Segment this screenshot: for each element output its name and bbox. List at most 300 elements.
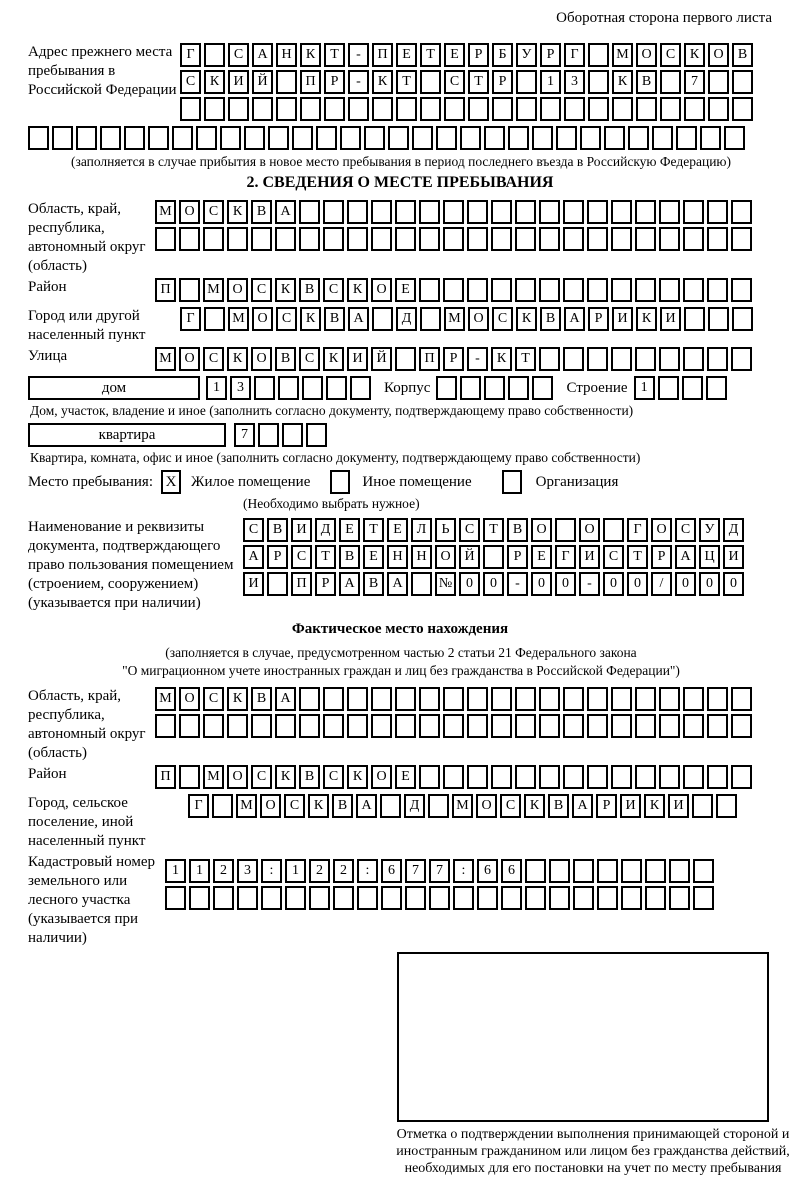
char-cell[interactable]: [380, 794, 401, 818]
char-cell[interactable]: 7: [405, 859, 426, 883]
char-cell[interactable]: М: [612, 43, 633, 67]
char-cell[interactable]: [707, 765, 728, 789]
char-cell[interactable]: 7: [429, 859, 450, 883]
char-cell[interactable]: -: [348, 70, 369, 94]
char-cell[interactable]: В: [363, 572, 384, 596]
char-cell[interactable]: [540, 97, 561, 121]
char-cell[interactable]: Г: [555, 545, 576, 569]
char-cell[interactable]: В: [548, 794, 569, 818]
char-cell[interactable]: Г: [180, 307, 201, 331]
char-cell[interactable]: [683, 227, 704, 251]
char-cell[interactable]: [306, 423, 327, 447]
char-cell[interactable]: Ь: [435, 518, 456, 542]
char-cell[interactable]: 2: [213, 859, 234, 883]
checkbox-residential[interactable]: X: [161, 470, 181, 494]
char-cell[interactable]: Е: [363, 545, 384, 569]
char-cell[interactable]: О: [227, 765, 248, 789]
char-cell[interactable]: [539, 347, 560, 371]
char-cell[interactable]: [443, 714, 464, 738]
char-cell[interactable]: [652, 126, 673, 150]
char-cell[interactable]: №: [435, 572, 456, 596]
char-cell[interactable]: [525, 886, 546, 910]
char-cell[interactable]: [659, 687, 680, 711]
char-cell[interactable]: [683, 347, 704, 371]
char-cell[interactable]: [388, 126, 409, 150]
char-cell[interactable]: [597, 859, 618, 883]
char-cell[interactable]: -: [348, 43, 369, 67]
char-cell[interactable]: [692, 794, 713, 818]
char-cell[interactable]: [645, 886, 666, 910]
char-cell[interactable]: С: [660, 43, 681, 67]
char-cell[interactable]: К: [275, 278, 296, 302]
char-cell[interactable]: [436, 126, 457, 150]
char-cell[interactable]: С: [500, 794, 521, 818]
char-cell[interactable]: Е: [444, 43, 465, 67]
char-cell[interactable]: [419, 227, 440, 251]
char-cell[interactable]: Р: [492, 70, 513, 94]
char-cell[interactable]: М: [155, 347, 176, 371]
char-cell[interactable]: О: [636, 43, 657, 67]
char-cell[interactable]: [587, 227, 608, 251]
char-cell[interactable]: [597, 886, 618, 910]
char-cell[interactable]: 0: [699, 572, 720, 596]
char-cell[interactable]: [676, 126, 697, 150]
char-cell[interactable]: [731, 278, 752, 302]
char-cell[interactable]: [28, 126, 49, 150]
char-cell[interactable]: А: [243, 545, 264, 569]
char-cell[interactable]: [411, 572, 432, 596]
char-cell[interactable]: [326, 376, 347, 400]
street-row[interactable]: [155, 347, 755, 371]
char-cell[interactable]: [323, 227, 344, 251]
char-cell[interactable]: [124, 126, 145, 150]
char-cell[interactable]: С: [675, 518, 696, 542]
char-cell[interactable]: [515, 278, 536, 302]
actual-district-row[interactable]: [155, 765, 755, 789]
char-cell[interactable]: [573, 886, 594, 910]
char-cell[interactable]: К: [323, 347, 344, 371]
char-cell[interactable]: [635, 227, 656, 251]
char-cell[interactable]: [501, 886, 522, 910]
char-cell[interactable]: [372, 97, 393, 121]
char-cell[interactable]: [460, 126, 481, 150]
char-cell[interactable]: 1: [285, 859, 306, 883]
char-cell[interactable]: [443, 227, 464, 251]
char-cell[interactable]: [444, 97, 465, 121]
char-cell[interactable]: И: [723, 545, 744, 569]
char-cell[interactable]: Н: [411, 545, 432, 569]
char-cell[interactable]: Т: [468, 70, 489, 94]
char-cell[interactable]: С: [203, 687, 224, 711]
char-cell[interactable]: [491, 765, 512, 789]
char-cell[interactable]: К: [516, 307, 537, 331]
char-cell[interactable]: 2: [333, 859, 354, 883]
char-cell[interactable]: [443, 278, 464, 302]
char-cell[interactable]: [268, 126, 289, 150]
korpus-cells[interactable]: [436, 376, 556, 400]
char-cell[interactable]: [251, 714, 272, 738]
cadastral-row-2[interactable]: [165, 886, 717, 910]
char-cell[interactable]: Д: [404, 794, 425, 818]
char-cell[interactable]: [261, 886, 282, 910]
char-cell[interactable]: П: [155, 278, 176, 302]
char-cell[interactable]: Н: [276, 43, 297, 67]
char-cell[interactable]: [563, 200, 584, 224]
char-cell[interactable]: [708, 307, 729, 331]
char-cell[interactable]: 6: [501, 859, 522, 883]
char-cell[interactable]: О: [435, 545, 456, 569]
char-cell[interactable]: [419, 765, 440, 789]
char-cell[interactable]: [539, 227, 560, 251]
char-cell[interactable]: [492, 97, 513, 121]
char-cell[interactable]: [659, 765, 680, 789]
char-cell[interactable]: [563, 347, 584, 371]
char-cell[interactable]: [155, 714, 176, 738]
char-cell[interactable]: [604, 126, 625, 150]
char-cell[interactable]: [707, 687, 728, 711]
char-cell[interactable]: [683, 714, 704, 738]
char-cell[interactable]: [148, 126, 169, 150]
char-cell[interactable]: [179, 714, 200, 738]
char-cell[interactable]: 3: [564, 70, 585, 94]
char-cell[interactable]: [508, 126, 529, 150]
char-cell[interactable]: [347, 200, 368, 224]
char-cell[interactable]: С: [203, 347, 224, 371]
char-cell[interactable]: [251, 227, 272, 251]
actual-region-row-1[interactable]: [155, 687, 755, 711]
char-cell[interactable]: М: [236, 794, 257, 818]
char-cell[interactable]: К: [227, 687, 248, 711]
char-cell[interactable]: [700, 126, 721, 150]
char-cell[interactable]: А: [275, 687, 296, 711]
char-cell[interactable]: [299, 714, 320, 738]
char-cell[interactable]: И: [243, 572, 264, 596]
house-number-cells[interactable]: [206, 376, 374, 400]
char-cell[interactable]: [350, 376, 371, 400]
char-cell[interactable]: О: [708, 43, 729, 67]
char-cell[interactable]: [516, 97, 537, 121]
char-cell[interactable]: Й: [252, 70, 273, 94]
char-cell[interactable]: [405, 886, 426, 910]
char-cell[interactable]: В: [251, 200, 272, 224]
char-cell[interactable]: А: [356, 794, 377, 818]
char-cell[interactable]: Ц: [699, 545, 720, 569]
char-cell[interactable]: А: [348, 307, 369, 331]
char-cell[interactable]: [292, 126, 313, 150]
char-cell[interactable]: 7: [234, 423, 255, 447]
char-cell[interactable]: [669, 859, 690, 883]
char-cell[interactable]: [659, 278, 680, 302]
char-cell[interactable]: С: [323, 765, 344, 789]
char-cell[interactable]: М: [155, 687, 176, 711]
char-cell[interactable]: С: [444, 70, 465, 94]
char-cell[interactable]: П: [372, 43, 393, 67]
char-cell[interactable]: -: [579, 572, 600, 596]
char-cell[interactable]: Р: [507, 545, 528, 569]
char-cell[interactable]: М: [228, 307, 249, 331]
char-cell[interactable]: [429, 886, 450, 910]
char-cell[interactable]: -: [467, 347, 488, 371]
char-cell[interactable]: [515, 200, 536, 224]
char-cell[interactable]: С: [180, 70, 201, 94]
char-cell[interactable]: О: [468, 307, 489, 331]
char-cell[interactable]: [436, 376, 457, 400]
char-cell[interactable]: М: [155, 200, 176, 224]
char-cell[interactable]: В: [251, 687, 272, 711]
char-cell[interactable]: [204, 43, 225, 67]
char-cell[interactable]: У: [699, 518, 720, 542]
char-cell[interactable]: С: [276, 307, 297, 331]
char-cell[interactable]: М: [444, 307, 465, 331]
char-cell[interactable]: К: [491, 347, 512, 371]
char-cell[interactable]: Л: [411, 518, 432, 542]
char-cell[interactable]: [525, 859, 546, 883]
char-cell[interactable]: Н: [387, 545, 408, 569]
char-cell[interactable]: [532, 126, 553, 150]
char-cell[interactable]: А: [675, 545, 696, 569]
char-cell[interactable]: И: [668, 794, 689, 818]
char-cell[interactable]: С: [284, 794, 305, 818]
char-cell[interactable]: [539, 278, 560, 302]
char-cell[interactable]: Р: [468, 43, 489, 67]
char-cell[interactable]: Е: [531, 545, 552, 569]
char-cell[interactable]: [316, 126, 337, 150]
char-cell[interactable]: [420, 307, 441, 331]
char-cell[interactable]: [621, 886, 642, 910]
char-cell[interactable]: [212, 794, 233, 818]
char-cell[interactable]: 0: [675, 572, 696, 596]
char-cell[interactable]: [683, 200, 704, 224]
char-cell[interactable]: [660, 70, 681, 94]
char-cell[interactable]: [172, 126, 193, 150]
char-cell[interactable]: Б: [492, 43, 513, 67]
char-cell[interactable]: [155, 227, 176, 251]
char-cell[interactable]: [395, 200, 416, 224]
char-cell[interactable]: 0: [555, 572, 576, 596]
char-cell[interactable]: [203, 227, 224, 251]
char-cell[interactable]: 1: [540, 70, 561, 94]
char-cell[interactable]: Г: [627, 518, 648, 542]
char-cell[interactable]: Т: [396, 70, 417, 94]
char-cell[interactable]: [347, 687, 368, 711]
char-cell[interactable]: 1: [206, 376, 227, 400]
char-cell[interactable]: [611, 687, 632, 711]
char-cell[interactable]: И: [579, 545, 600, 569]
checkbox-other-premises[interactable]: [330, 470, 350, 494]
char-cell[interactable]: О: [227, 278, 248, 302]
char-cell[interactable]: [420, 70, 441, 94]
char-cell[interactable]: К: [524, 794, 545, 818]
char-cell[interactable]: [731, 227, 752, 251]
char-cell[interactable]: Д: [396, 307, 417, 331]
apartment-type-box[interactable]: квартира: [28, 423, 226, 447]
char-cell[interactable]: [252, 97, 273, 121]
char-cell[interactable]: [484, 126, 505, 150]
char-cell[interactable]: [707, 227, 728, 251]
char-cell[interactable]: [483, 545, 504, 569]
char-cell[interactable]: [587, 200, 608, 224]
char-cell[interactable]: Е: [387, 518, 408, 542]
char-cell[interactable]: Р: [443, 347, 464, 371]
char-cell[interactable]: [683, 278, 704, 302]
char-cell[interactable]: В: [299, 765, 320, 789]
char-cell[interactable]: Т: [515, 347, 536, 371]
char-cell[interactable]: [732, 70, 753, 94]
char-cell[interactable]: [179, 278, 200, 302]
char-cell[interactable]: [508, 376, 529, 400]
previous-address-row-1[interactable]: [180, 43, 756, 67]
char-cell[interactable]: [467, 200, 488, 224]
char-cell[interactable]: [659, 714, 680, 738]
char-cell[interactable]: К: [300, 43, 321, 67]
char-cell[interactable]: А: [564, 307, 585, 331]
char-cell[interactable]: [635, 714, 656, 738]
char-cell[interactable]: [724, 126, 745, 150]
char-cell[interactable]: [658, 376, 679, 400]
char-cell[interactable]: [340, 126, 361, 150]
char-cell[interactable]: [467, 227, 488, 251]
char-cell[interactable]: [453, 886, 474, 910]
char-cell[interactable]: И: [620, 794, 641, 818]
char-cell[interactable]: [371, 714, 392, 738]
char-cell[interactable]: [588, 70, 609, 94]
cadastral-row-1[interactable]: [165, 859, 717, 883]
char-cell[interactable]: [587, 347, 608, 371]
previous-address-row-2[interactable]: [180, 70, 756, 94]
char-cell[interactable]: О: [179, 687, 200, 711]
document-row-2[interactable]: [243, 545, 747, 569]
char-cell[interactable]: [395, 227, 416, 251]
char-cell[interactable]: [467, 714, 488, 738]
char-cell[interactable]: К: [684, 43, 705, 67]
char-cell[interactable]: Д: [723, 518, 744, 542]
char-cell[interactable]: [179, 227, 200, 251]
char-cell[interactable]: [684, 97, 705, 121]
apartment-number-cells[interactable]: [234, 423, 330, 447]
char-cell[interactable]: [258, 423, 279, 447]
char-cell[interactable]: [588, 43, 609, 67]
char-cell[interactable]: Р: [540, 43, 561, 67]
char-cell[interactable]: [395, 347, 416, 371]
char-cell[interactable]: [539, 714, 560, 738]
district-row[interactable]: [155, 278, 755, 302]
char-cell[interactable]: [420, 97, 441, 121]
char-cell[interactable]: [684, 307, 705, 331]
char-cell[interactable]: С: [323, 278, 344, 302]
char-cell[interactable]: [659, 200, 680, 224]
char-cell[interactable]: [460, 376, 481, 400]
checkbox-organization[interactable]: [502, 470, 522, 494]
char-cell[interactable]: [580, 126, 601, 150]
char-cell[interactable]: [395, 687, 416, 711]
char-cell[interactable]: [299, 200, 320, 224]
char-cell[interactable]: П: [155, 765, 176, 789]
char-cell[interactable]: 2: [309, 859, 330, 883]
char-cell[interactable]: [563, 765, 584, 789]
char-cell[interactable]: Т: [483, 518, 504, 542]
char-cell[interactable]: [532, 376, 553, 400]
char-cell[interactable]: Р: [324, 70, 345, 94]
char-cell[interactable]: [563, 687, 584, 711]
char-cell[interactable]: [299, 687, 320, 711]
char-cell[interactable]: О: [651, 518, 672, 542]
char-cell[interactable]: [419, 200, 440, 224]
char-cell[interactable]: С: [299, 347, 320, 371]
region-row-1[interactable]: [155, 200, 755, 224]
char-cell[interactable]: К: [636, 307, 657, 331]
char-cell[interactable]: [244, 126, 265, 150]
char-cell[interactable]: О: [179, 347, 200, 371]
char-cell[interactable]: В: [732, 43, 753, 67]
city-row[interactable]: [180, 307, 756, 331]
char-cell[interactable]: [278, 376, 299, 400]
char-cell[interactable]: Г: [188, 794, 209, 818]
char-cell[interactable]: [267, 572, 288, 596]
char-cell[interactable]: О: [260, 794, 281, 818]
char-cell[interactable]: [573, 859, 594, 883]
char-cell[interactable]: [300, 97, 321, 121]
char-cell[interactable]: Е: [339, 518, 360, 542]
char-cell[interactable]: Г: [564, 43, 585, 67]
char-cell[interactable]: [179, 765, 200, 789]
char-cell[interactable]: [204, 97, 225, 121]
char-cell[interactable]: -: [507, 572, 528, 596]
char-cell[interactable]: 1: [634, 376, 655, 400]
char-cell[interactable]: 3: [237, 859, 258, 883]
char-cell[interactable]: И: [291, 518, 312, 542]
char-cell[interactable]: [516, 70, 537, 94]
char-cell[interactable]: К: [612, 70, 633, 94]
char-cell[interactable]: Р: [651, 545, 672, 569]
char-cell[interactable]: О: [252, 307, 273, 331]
char-cell[interactable]: У: [516, 43, 537, 67]
document-row-1[interactable]: [243, 518, 747, 542]
char-cell[interactable]: :: [261, 859, 282, 883]
char-cell[interactable]: Г: [180, 43, 201, 67]
char-cell[interactable]: [611, 227, 632, 251]
char-cell[interactable]: [165, 886, 186, 910]
char-cell[interactable]: А: [387, 572, 408, 596]
char-cell[interactable]: [732, 307, 753, 331]
char-cell[interactable]: В: [275, 347, 296, 371]
char-cell[interactable]: [371, 227, 392, 251]
char-cell[interactable]: [372, 307, 393, 331]
char-cell[interactable]: [635, 278, 656, 302]
char-cell[interactable]: Т: [627, 545, 648, 569]
char-cell[interactable]: Т: [324, 43, 345, 67]
char-cell[interactable]: [635, 347, 656, 371]
char-cell[interactable]: В: [267, 518, 288, 542]
char-cell[interactable]: 6: [477, 859, 498, 883]
actual-region-row-2[interactable]: [155, 714, 755, 738]
char-cell[interactable]: [491, 687, 512, 711]
char-cell[interactable]: П: [419, 347, 440, 371]
char-cell[interactable]: П: [291, 572, 312, 596]
char-cell[interactable]: 7: [684, 70, 705, 94]
char-cell[interactable]: А: [252, 43, 273, 67]
char-cell[interactable]: К: [347, 765, 368, 789]
char-cell[interactable]: В: [332, 794, 353, 818]
char-cell[interactable]: [100, 126, 121, 150]
char-cell[interactable]: [333, 886, 354, 910]
char-cell[interactable]: 0: [723, 572, 744, 596]
char-cell[interactable]: [611, 765, 632, 789]
char-cell[interactable]: [213, 886, 234, 910]
char-cell[interactable]: [563, 714, 584, 738]
char-cell[interactable]: [612, 97, 633, 121]
char-cell[interactable]: К: [347, 278, 368, 302]
char-cell[interactable]: [645, 859, 666, 883]
